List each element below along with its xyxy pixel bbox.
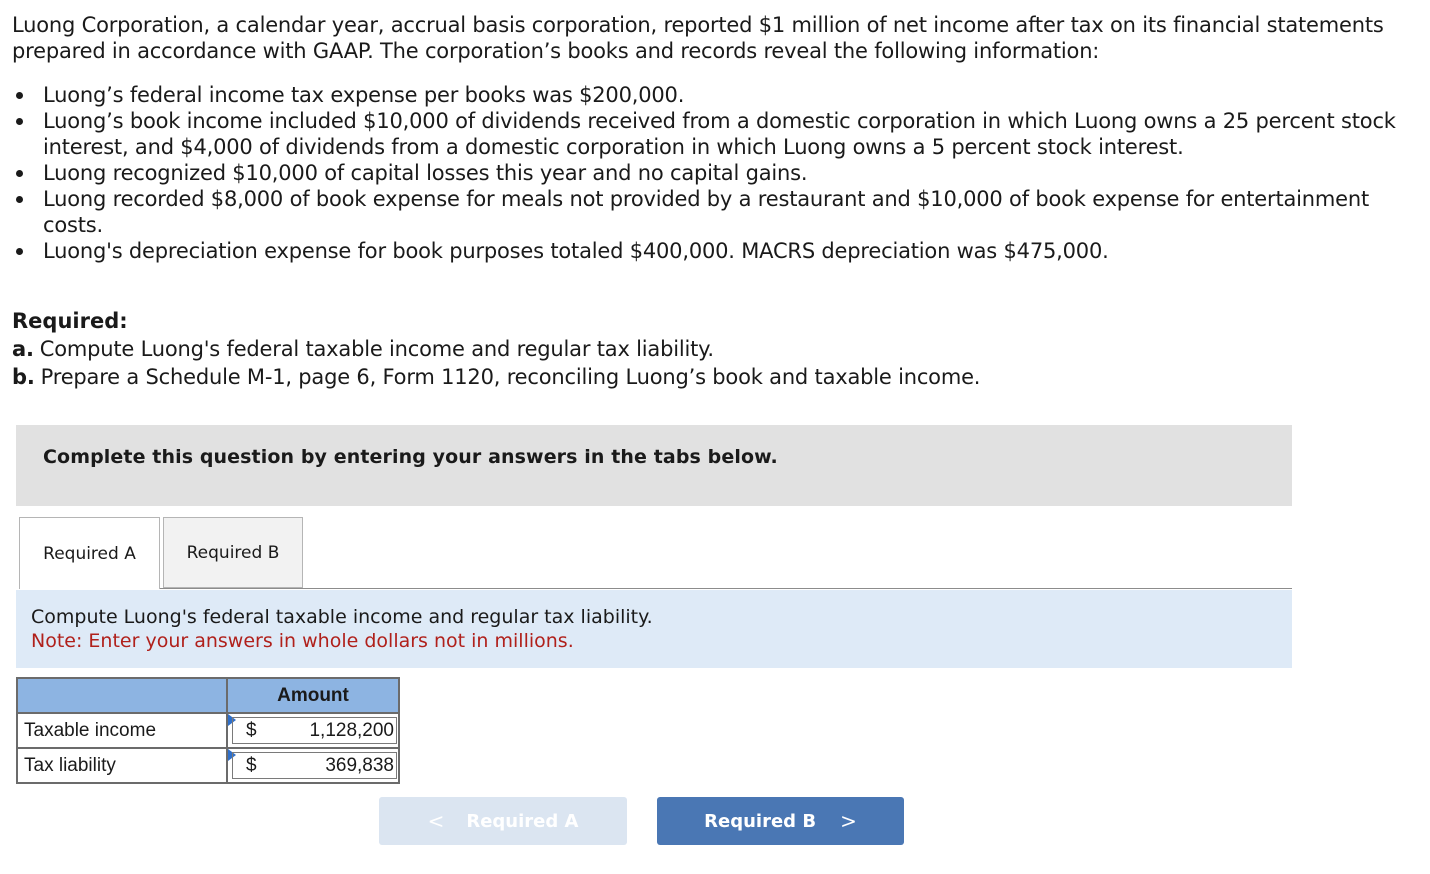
- required-item-a: [12, 335, 980, 363]
- required-item-text: Compute Luong's federal taxable income and regular tax liability.: [39, 337, 714, 361]
- table-row: [17, 748, 399, 783]
- tab-required-a[interactable]: [19, 517, 160, 589]
- currency-symbol: $: [246, 755, 257, 776]
- required-item-label: a.: [12, 337, 34, 361]
- table-row: [17, 713, 399, 748]
- problem-intro: Luong Corporation, a calendar year, accrual basis corporation, reported $1 million of net income after tax on its financial statements prepared in accordance with GAAP. The corporation’s books and records reveal the following information:: [12, 13, 1384, 63]
- row-label-tax-liability: Tax liability: [17, 748, 227, 783]
- required-heading: Required:: [12, 309, 128, 333]
- required-item-b: [12, 363, 980, 391]
- next-button-label: Required B: [704, 810, 817, 832]
- tab-divider: [160, 588, 1292, 589]
- tax-liability-value[interactable]: 369,838: [325, 755, 394, 776]
- amount-header: Amount: [227, 678, 399, 713]
- next-button[interactable]: [657, 797, 904, 845]
- required-list: [12, 335, 980, 391]
- row-label-taxable-income: Taxable income: [17, 713, 227, 748]
- taxable-income-value[interactable]: 1,128,200: [309, 720, 394, 741]
- facts-list: [12, 82, 1422, 264]
- fact-item: Luong recognized $10,000 of capital losses this year and no capital gains.: [43, 160, 1422, 186]
- tab-label: Required B: [186, 542, 280, 563]
- instructions-banner: [16, 425, 1292, 506]
- required-item-text: Prepare a Schedule M-1, page 6, Form 1120, reconciling Luong’s book and taxable income.: [40, 365, 981, 389]
- tab-label: Required A: [43, 543, 136, 564]
- taxable-income-input[interactable]: [227, 713, 399, 748]
- chevron-left-icon: <: [427, 809, 445, 833]
- table-header-blank: [17, 678, 227, 713]
- table-header-row: [17, 678, 399, 713]
- answer-table: [16, 677, 400, 784]
- required-item-label: b.: [12, 365, 35, 389]
- currency-symbol: $: [246, 720, 257, 741]
- fact-item: Luong recorded $8,000 of book expense for meals not provided by a restaurant and $10,000 of book expense for entertainment costs.: [43, 186, 1422, 238]
- tax-liability-input[interactable]: [227, 748, 399, 783]
- prev-button-label: Required A: [466, 810, 579, 832]
- note-text: Note: Enter your answers in whole dollars not in millions.: [31, 630, 574, 652]
- tab-required-b[interactable]: [163, 517, 303, 588]
- fact-item: Luong’s book income included $10,000 of dividends received from a domestic corporation in which Luong owns a 25 percent stock interest, and $4,000 of dividends from a domestic corporation in which Luong owns a 5 percent stock interest.: [43, 108, 1422, 160]
- problem-statement: [12, 12, 1422, 264]
- fact-item: Luong's depreciation expense for book purposes totaled $400,000. MACRS depreciation was $475,000.: [43, 238, 1422, 264]
- prev-button[interactable]: [379, 797, 627, 845]
- fact-item: Luong’s federal income tax expense per books was $200,000.: [43, 82, 1422, 108]
- banner-text: Complete this question by entering your answers in the tabs below.: [43, 446, 778, 468]
- question-instructions: [16, 590, 1292, 668]
- instruction-text: Compute Luong's federal taxable income and regular tax liability.: [31, 606, 653, 628]
- chevron-right-icon: >: [840, 809, 857, 833]
